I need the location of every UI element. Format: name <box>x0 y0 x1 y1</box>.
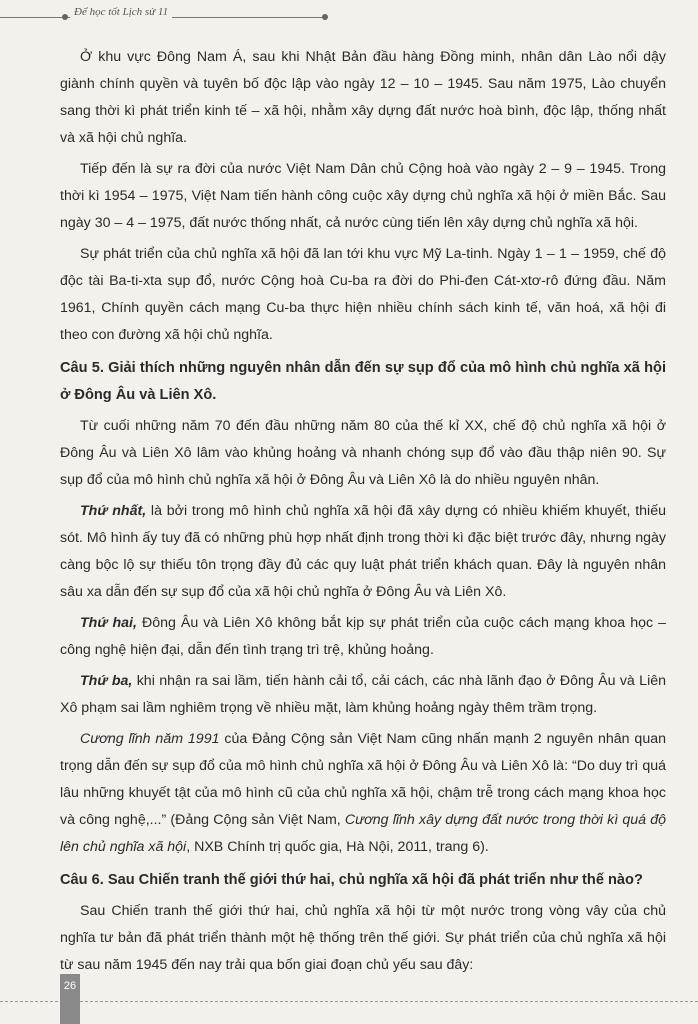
citation-end: , NXB Chính trị quốc gia, Hà Nội, 2011, trang 6). <box>186 839 489 855</box>
paragraph <box>60 726 666 861</box>
citation-title: Cương lĩnh xây dựng đất nước trong thời kì quá độ lên chủ nghĩa xã hội <box>60 812 666 855</box>
paragraph-lead: Thứ nhất, <box>80 503 147 519</box>
paragraph <box>60 498 666 606</box>
page-number: 26 <box>60 974 80 1024</box>
paragraph: Ở khu vực Đông Nam Á, sau khi Nhật Bản đầu hàng Đồng minh, nhân dân Lào nổi dậy giành chính quyền và tuyên bố độc lập vào ngày 12 – 10 – 1945. Sau năm 1975, Lào chuyển sang thời kì phát triển kinh tế – xã hội, nhằm xây dựng đất nước hoà bình, độc lập, thống nhất và xã hội chủ nghĩa. <box>60 49 666 146</box>
paragraph-text: của Đảng Cộng sản Việt Nam cũng nhấn mạnh 2 nguyên nhân quan trọng dẫn đến sự sụp đổ của mô hình chủ nghĩa xã hội ở Đông Âu và Liên Xô là: “Do duy trì quá lâu những khuyết tật của mô hình cũ của chủ nghĩa xã hội, chậm trễ trong cách mạng khoa học và công nghệ,...” (Đảng Cộng sản Việt Nam, <box>60 731 666 828</box>
paragraph-text: Đông Âu và Liên Xô không bắt kịp sự phát triển của cuộc cách mạng khoa học – công nghệ hiện đại, dẫn đến tình trạng trì trệ, khủng hoảng. <box>60 615 667 658</box>
paragraph: Từ cuối những năm 70 đến đầu những năm 80 của thế kỉ XX, chế độ chủ nghĩa xã hội ở Đông Âu và Liên Xô lâm vào khủng hoảng và nhanh chóng sụp đổ vào đầu thập niên 90. Sự sụp đổ của mô hình chủ nghĩa xã hội ở Đông Âu và Liên Xô là do nhiều nguyên nhân. <box>60 418 666 488</box>
header-ornament <box>62 14 68 20</box>
paragraph-lead: Thứ hai, <box>80 615 137 631</box>
paragraph <box>60 610 666 664</box>
paragraph-text: là bởi trong mô hình chủ nghĩa xã hội đã xây dựng có nhiều khiếm khuyết, thiếu sót. Mô hình ấy tuy đã có những phù hợp nhất định trong thời kì đặc biệt trước đây, nhưng ngày càng bộc lộ sự thiếu tôn trọng đầy đủ các quy luật phát triển khách quan. Đây là nguyên nhân sâu xa dẫn đến sự sụp đổ của xã hội chủ nghĩa ở Đông Âu và Liên Xô. <box>60 503 666 600</box>
question-heading: Câu 5. Giải thích những nguyên nhân dẫn đến sự sụp đổ của mô hình chủ nghĩa xã hội ở Đông Âu và Liên Xô. <box>60 360 666 403</box>
paragraph <box>60 668 666 722</box>
question-heading: Câu 6. Sau Chiến tranh thế giới thứ hai, chủ nghĩa xã hội đã phát triển như thế nào? <box>60 872 643 888</box>
paragraph-text: khi nhận ra sai lầm, tiến hành cải tổ, cải cách, các nhà lãnh đạo ở Đông Âu và Liên Xô phạm sai lầm nghiêm trọng về nhiều mặt, làm khủng hoảng ngày thêm trầm trọng. <box>60 673 667 716</box>
document-title: Cương lĩnh năm 1991 <box>80 731 220 747</box>
paragraph-lead: Thứ ba, <box>80 673 133 689</box>
page-body <box>60 44 666 983</box>
footer-rule <box>0 1001 698 1002</box>
paragraph: Sau Chiến tranh thế giới thứ hai, chủ nghĩa xã hội từ một nước trong vòng vây của chủ nghĩa tư bản đã phát triển thành một hệ thống trên thế giới. Sự phát triển của chủ nghĩa xã hội từ sau năm 1945 đến nay trải qua bốn giai đoạn chủ yếu sau đây: <box>60 903 666 973</box>
paragraph: Sự phát triển của chủ nghĩa xã hội đã lan tới khu vực Mỹ La-tinh. Ngày 1 – 1 – 1959, chế độ độc tài Ba-ti-xta sụp đổ, nước Cộng hoà Cu-ba ra đời do Phi-đen Cát-xtơ-rô đứng đầu. Năm 1961, Chính quyền cách mạng Cu-ba thực hiện nhiều chính sách kinh tế, văn hoá, xã hội đi theo con đường xã hội chủ nghĩa. <box>60 246 666 343</box>
paragraph: Tiếp đến là sự ra đời của nước Việt Nam Dân chủ Cộng hoà vào ngày 2 – 9 – 1945. Trong thời kì 1954 – 1975, Việt Nam tiến hành công cuộc xây dựng chủ nghĩa xã hội ở miền Bắc. Sau ngày 30 – 4 – 1975, đất nước thống nhất, cả nước cùng tiến lên xây dựng chủ nghĩa xã hội. <box>60 161 666 231</box>
header-ornament <box>322 14 328 20</box>
running-header: Để học tốt Lịch sử 11 <box>70 6 172 18</box>
